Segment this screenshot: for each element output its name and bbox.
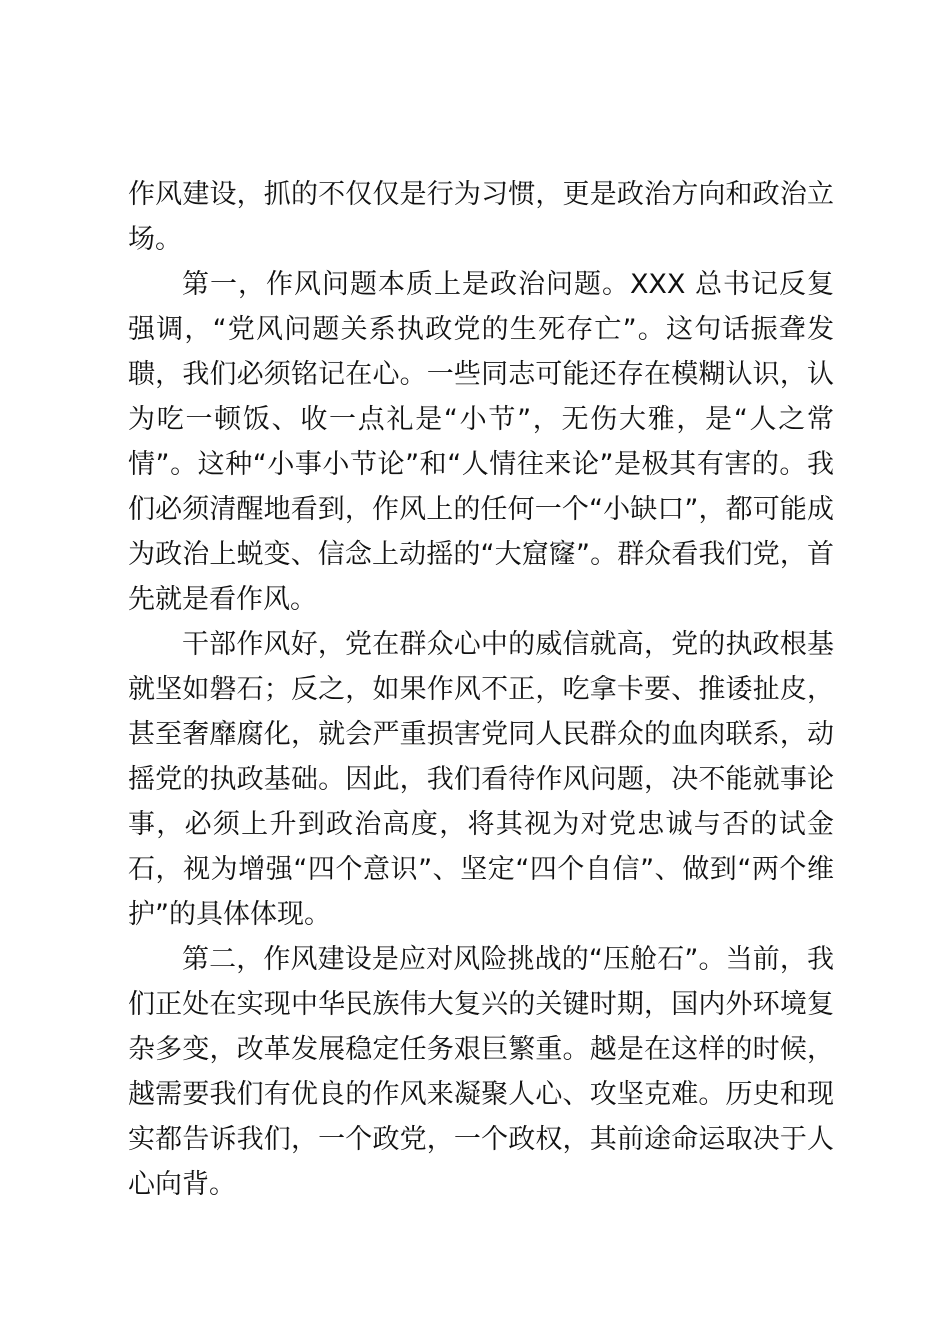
paragraph-4: 第二，作风建设是应对风险挑战的“压舱石”。当前，我们正处在实现中华民族伟大复兴的关键时期，国内外环境复杂多变，改革发展稳定任务艰巨繁重。越是在这样的时候，越需要我们有优良的作风来凝聚人心、攻坚克难。历史和现实都告诉我们，一个政党，一个政权，其前途命运取决于人心向背。	[128, 944, 834, 1200]
paragraph-1: 作风建设，抓的不仅仅是行为习惯，更是政治方向和政治立场。	[128, 179, 834, 255]
document-body	[128, 172, 834, 1207]
paragraph-2: 第一，作风问题本质上是政治问题。XXX 总书记反复强调，“党风问题关系执政党的生死存亡”。这句话振聋发聩，我们必须铭记在心。一些同志可能还存在模糊认识，认为吃一顿饭、收一点礼是“小节”，无伤大雅，是“人之常情”。这种“小事小节论”和“人情往来论”是极其有害的。我们必须清醒地看到，作风上的任何一个“小缺口”，都可能成为政治上蜕变、信念上动摇的“大窟窿”。群众看我们党，首先就是看作风。	[128, 269, 834, 615]
paragraph-3: 干部作风好，党在群众心中的威信就高，党的执政根基就坚如磐石；反之，如果作风不正，吃拿卡要、推诿扯皮，甚至奢靡腐化，就会严重损害党同人民群众的血肉联系，动摇党的执政基础。因此，我们看待作风问题，决不能就事论事，必须上升到政治高度，将其视为对党忠诚与否的试金石，视为增强“四个意识”、坚定“四个自信”、做到“两个维护”的具体体现。	[128, 629, 834, 930]
